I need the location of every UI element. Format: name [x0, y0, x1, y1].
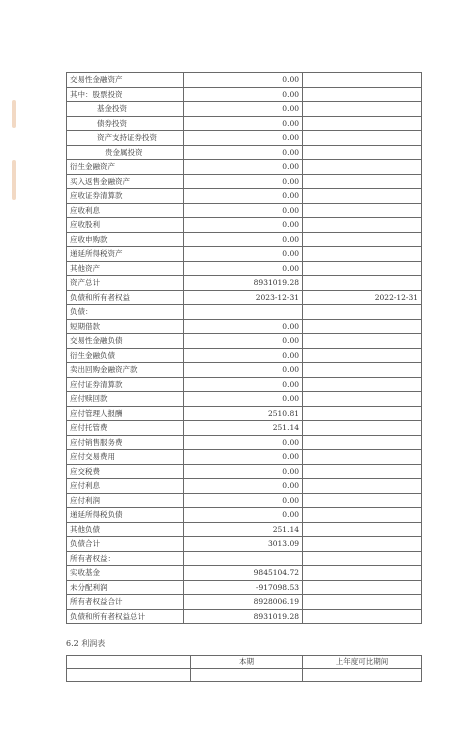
current-period-value: 0.00 — [184, 218, 303, 233]
row-label: 应收申购款 — [67, 232, 184, 247]
income-statement-table — [66, 655, 422, 682]
row-label: 所有者权益： — [67, 551, 184, 566]
current-period-value: 0.00 — [184, 160, 303, 175]
current-period-value: 251.14 — [184, 522, 303, 537]
scan-edge-mark — [12, 160, 16, 200]
current-period-value: 0.00 — [184, 464, 303, 479]
balance-sheet-table — [66, 72, 422, 624]
table-row — [67, 145, 422, 160]
table-row — [67, 493, 422, 508]
previous-period-value — [303, 609, 422, 624]
previous-period-value — [303, 348, 422, 363]
current-period-value: 0.00 — [184, 87, 303, 102]
table-row — [67, 203, 422, 218]
table-row — [67, 131, 422, 146]
current-period-value: 0.00 — [184, 493, 303, 508]
row-label: 基金投资 — [67, 102, 184, 117]
table-row — [67, 348, 422, 363]
table-row — [67, 435, 422, 450]
table-row — [67, 522, 422, 537]
previous-period-value — [303, 145, 422, 160]
current-period-value: 9845104.72 — [184, 566, 303, 581]
current-period-value: 0.00 — [184, 189, 303, 204]
row-label: 贵金属投资 — [67, 145, 184, 160]
table-row — [67, 508, 422, 523]
row-label: 应付赎回款 — [67, 392, 184, 407]
table-row — [67, 595, 422, 610]
row-label: 应收股利 — [67, 218, 184, 233]
previous-period-value — [303, 566, 422, 581]
row-label: 应交税费 — [67, 464, 184, 479]
previous-period-value — [303, 450, 422, 465]
current-period-value: 0.00 — [184, 450, 303, 465]
previous-period-value — [303, 276, 422, 291]
table-row — [67, 116, 422, 131]
current-period-value: 0.00 — [184, 319, 303, 334]
current-period-value: 0.00 — [184, 392, 303, 407]
current-period-value: 0.00 — [184, 508, 303, 523]
table-row — [67, 392, 422, 407]
current-period-value: 8931019.28 — [184, 609, 303, 624]
previous-period-value — [303, 102, 422, 117]
table-row — [67, 464, 422, 479]
previous-period-value — [303, 73, 422, 88]
previous-period-value — [303, 595, 422, 610]
row-label: 应付利息 — [67, 479, 184, 494]
table-row — [67, 566, 422, 581]
row-label: 资产支持证券投资 — [67, 131, 184, 146]
table-header-row — [67, 656, 422, 669]
row-label: 应付证券清算款 — [67, 377, 184, 392]
current-period-value: 8928006.19 — [184, 595, 303, 610]
table-row — [67, 537, 422, 552]
previous-period-value — [303, 580, 422, 595]
table-row — [67, 160, 422, 175]
current-period-value: 0.00 — [184, 73, 303, 88]
table-row — [67, 363, 422, 378]
section-title-income-statement: 6.2 利润表 — [66, 639, 106, 648]
table-cell — [303, 669, 422, 682]
table-row — [67, 406, 422, 421]
row-label: 其中：股票投资 — [67, 87, 184, 102]
table-row — [67, 232, 422, 247]
row-label: 应付利润 — [67, 493, 184, 508]
table-row — [67, 319, 422, 334]
table-row — [67, 73, 422, 88]
current-period-value — [184, 551, 303, 566]
table-row — [67, 276, 422, 291]
previous-period-value — [303, 508, 422, 523]
previous-period-value — [303, 377, 422, 392]
current-period-value: 251.14 — [184, 421, 303, 436]
table-row — [67, 290, 422, 305]
row-label: 实收基金 — [67, 566, 184, 581]
current-period-value: 2023-12-31 — [184, 290, 303, 305]
table-cell — [67, 669, 191, 682]
table-row — [67, 261, 422, 276]
table-row — [67, 218, 422, 233]
previous-period-value — [303, 87, 422, 102]
table-row — [67, 174, 422, 189]
table-header-cell: 上年度可比期间 — [303, 656, 422, 669]
row-label: 买入返售金融资产 — [67, 174, 184, 189]
current-period-value: 0.00 — [184, 174, 303, 189]
row-label: 短期借款 — [67, 319, 184, 334]
previous-period-value — [303, 363, 422, 378]
current-period-value: 8931019.28 — [184, 276, 303, 291]
table-row — [67, 450, 422, 465]
table-row — [67, 247, 422, 262]
table-row — [67, 609, 422, 624]
current-period-value: 0.00 — [184, 203, 303, 218]
previous-period-value — [303, 189, 422, 204]
row-label: 应收证券清算款 — [67, 189, 184, 204]
current-period-value: -917098.53 — [184, 580, 303, 595]
table-row — [67, 189, 422, 204]
table-row — [67, 377, 422, 392]
previous-period-value — [303, 247, 422, 262]
current-period-value: 0.00 — [184, 435, 303, 450]
previous-period-value — [303, 261, 422, 276]
previous-period-value — [303, 537, 422, 552]
table-header-cell: 本期 — [191, 656, 303, 669]
previous-period-value — [303, 493, 422, 508]
row-label: 其他负债 — [67, 522, 184, 537]
current-period-value: 0.00 — [184, 232, 303, 247]
previous-period-value — [303, 319, 422, 334]
table-row — [67, 102, 422, 117]
current-period-value: 0.00 — [184, 116, 303, 131]
current-period-value: 2510.81 — [184, 406, 303, 421]
row-label: 应付销售服务费 — [67, 435, 184, 450]
row-label: 资产总计 — [67, 276, 184, 291]
previous-period-value — [303, 464, 422, 479]
previous-period-value — [303, 232, 422, 247]
current-period-value: 0.00 — [184, 334, 303, 349]
current-period-value: 0.00 — [184, 131, 303, 146]
current-period-value: 0.00 — [184, 348, 303, 363]
table-row — [67, 479, 422, 494]
current-period-value: 0.00 — [184, 247, 303, 262]
table-cell — [191, 669, 303, 682]
table-row — [67, 551, 422, 566]
table-row — [67, 421, 422, 436]
row-label: 应付管理人报酬 — [67, 406, 184, 421]
previous-period-value — [303, 435, 422, 450]
row-label: 未分配利润 — [67, 580, 184, 595]
current-period-value: 3013.09 — [184, 537, 303, 552]
table-row — [67, 305, 422, 320]
current-period-value: 0.00 — [184, 479, 303, 494]
row-label: 其他资产 — [67, 261, 184, 276]
table-row — [67, 669, 422, 682]
current-period-value: 0.00 — [184, 145, 303, 160]
row-label: 应收利息 — [67, 203, 184, 218]
previous-period-value — [303, 203, 422, 218]
scan-edge-mark — [12, 100, 16, 128]
row-label: 应付托管费 — [67, 421, 184, 436]
row-label: 负债合计 — [67, 537, 184, 552]
current-period-value — [184, 305, 303, 320]
row-label: 债券投资 — [67, 116, 184, 131]
current-period-value: 0.00 — [184, 102, 303, 117]
row-label: 交易性金融负债 — [67, 334, 184, 349]
previous-period-value — [303, 392, 422, 407]
row-label: 衍生金融资产 — [67, 160, 184, 175]
previous-period-value: 2022-12-31 — [303, 290, 422, 305]
current-period-value: 0.00 — [184, 363, 303, 378]
row-label: 负债： — [67, 305, 184, 320]
previous-period-value — [303, 406, 422, 421]
previous-period-value — [303, 218, 422, 233]
current-period-value: 0.00 — [184, 261, 303, 276]
row-label: 所有者权益合计 — [67, 595, 184, 610]
previous-period-value — [303, 421, 422, 436]
previous-period-value — [303, 131, 422, 146]
row-label: 应付交易费用 — [67, 450, 184, 465]
row-label: 负债和所有者权益总计 — [67, 609, 184, 624]
row-label: 卖出回购金融资产款 — [67, 363, 184, 378]
previous-period-value — [303, 479, 422, 494]
previous-period-value — [303, 522, 422, 537]
previous-period-value — [303, 174, 422, 189]
previous-period-value — [303, 305, 422, 320]
current-period-value: 0.00 — [184, 377, 303, 392]
table-row — [67, 334, 422, 349]
previous-period-value — [303, 116, 422, 131]
row-label: 递延所得税资产 — [67, 247, 184, 262]
table-row — [67, 580, 422, 595]
row-label: 衍生金融负债 — [67, 348, 184, 363]
table-header-cell — [67, 656, 191, 669]
previous-period-value — [303, 551, 422, 566]
row-label: 负债和所有者权益 — [67, 290, 184, 305]
previous-period-value — [303, 334, 422, 349]
row-label: 递延所得税负债 — [67, 508, 184, 523]
table-row — [67, 87, 422, 102]
previous-period-value — [303, 160, 422, 175]
row-label: 交易性金融资产 — [67, 73, 184, 88]
